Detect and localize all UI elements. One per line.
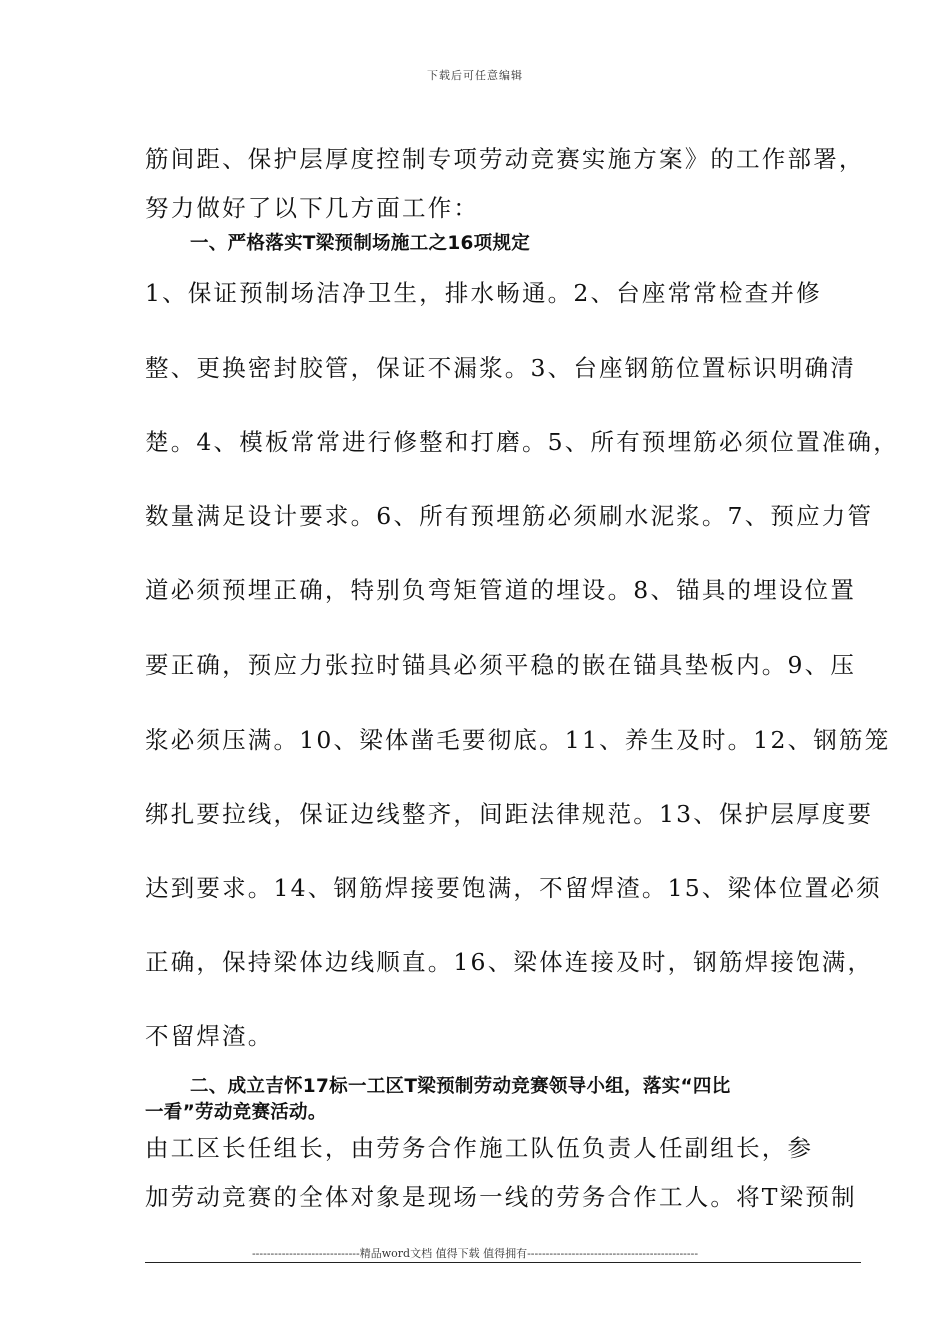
section1-line: 达到要求。14、钢筋焊接要饱满，不留焊渣。15、梁体位置必须	[145, 874, 882, 902]
footer-text: -----------------------------精品word文档 值得下载 值得拥有----------------------------------------------	[251, 1247, 699, 1260]
section1-line: 数量满足设计要求。6、所有预埋筋必须刷水泥浆。7、预应力管	[145, 502, 874, 530]
section2-line: 由工区长任组长，由劳务合作施工队伍负责人任副组长，参	[145, 1134, 814, 1162]
paragraph-line: 筋间距、保护层厚度控制专项劳动竞赛实施方案》的工作部署，	[145, 145, 865, 173]
section1-line: 道必须预埋正确，特别负弯矩管道的埋设。8、锚具的埋设位置	[145, 576, 857, 604]
section1-line: 浆必须压满。10、梁体凿毛要彻底。11、养生及时。12、钢筋笼	[145, 726, 891, 754]
section1-line: 绑扎要拉线，保证边线整齐，间距法律规范。13、保护层厚度要	[145, 800, 874, 828]
page-header-note: 下载后可任意编辑	[427, 69, 523, 82]
footer-divider	[145, 1262, 861, 1263]
paragraph-line: 努力做好了以下几方面工作：	[145, 194, 480, 222]
section1-line: 正确，保持梁体边线顺直。16、梁体连接及时，钢筋焊接饱满，	[145, 948, 874, 976]
section1-line: 整、更换密封胶管，保证不漏浆。3、台座钢筋位置标识明确清	[145, 354, 857, 382]
section-heading-1: 一、严格落实T梁预制场施工之16项规定	[190, 233, 531, 254]
section1-line: 1、保证预制场洁净卫生，排水畅通。2、台座常常检查并修	[145, 279, 822, 307]
section1-line: 不留焊渣。	[145, 1022, 274, 1050]
section1-line: 要正确，预应力张拉时锚具必须平稳的嵌在锚具垫板内。9、压	[145, 651, 857, 679]
section-heading-2-cont: 一看”劳动竞赛活动。	[145, 1102, 327, 1123]
section2-line: 加劳动竞赛的全体对象是现场一线的劳务合作工人。将T梁预制	[145, 1183, 857, 1211]
section1-line: 楚。4、模板常常进行修整和打磨。5、所有预埋筋必须位置准确，	[145, 428, 899, 456]
section-heading-2: 二、成立吉怀17标一工区T梁预制劳动竞赛领导小组，落实“四比	[190, 1076, 731, 1097]
